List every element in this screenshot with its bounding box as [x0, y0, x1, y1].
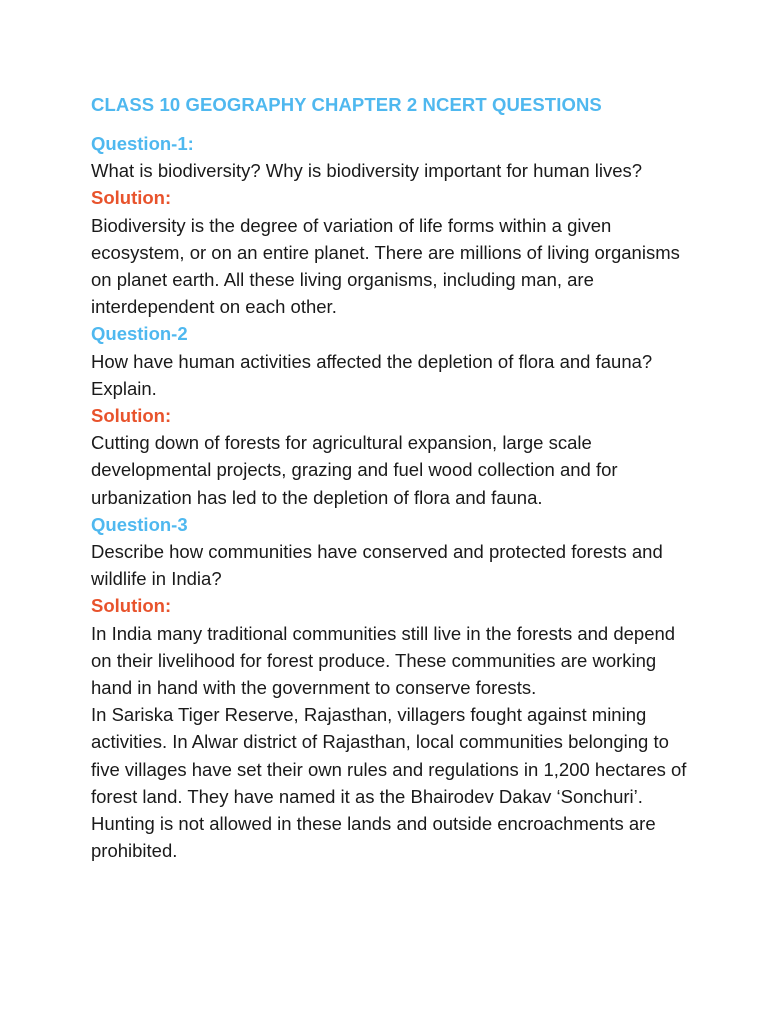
question-label: Question-1:	[91, 133, 194, 154]
solution-label: Solution:	[91, 187, 172, 209]
question-text: How have human activities affected the depletion of flora and fauna? Explain.	[91, 350, 653, 399]
solution-paragraph: Biodiversity is the degree of variation of life forms within a given ecosystem, or on an entire planet. There are millions of living organisms on planet earth. All these living organisms, including man, are interdependent on each other.	[91, 214, 680, 318]
solution-label: Solution:	[91, 595, 172, 617]
question-text: Describe how communities have conserved and protected forests and wildlife in India?	[91, 541, 663, 590]
qa-item-3	[91, 511, 691, 865]
qa-item-2	[91, 320, 691, 510]
qa-item-1	[91, 130, 691, 320]
solution-paragraph: In India many traditional communities still live in the forests and depend on their livelihood for forest produce. These communities are working hand in hand with the government to conserve forests.	[91, 622, 676, 699]
document-content	[91, 92, 691, 864]
question-label: Question-3	[91, 513, 188, 535]
document-title: CLASS 10 GEOGRAPHY CHAPTER 2 NCERT QUESTIONS	[91, 94, 602, 115]
solution-label: Solution:	[91, 405, 172, 427]
solution-paragraph: In Sariska Tiger Reserve, Rajasthan, villagers fought against mining activities. In Alwar district of Rajasthan, local communities belonging to five villages have set their own rules and regulations in 1,200 hectares of forest land. They have named it as the Bhairodev Dakav ‘Sonchuri’. Hunting is not allowed in these lands and outside encroachments are prohibited.	[91, 704, 687, 862]
question-label: Question-2	[91, 323, 188, 345]
solution-paragraph: Cutting down of forests for agricultural expansion, large scale developmental projects, grazing and fuel wood collection and for urbanization has led to the depletion of flora and fauna.	[91, 432, 618, 508]
question-text: What is biodiversity? Why is biodiversity important for human lives?	[91, 160, 643, 182]
